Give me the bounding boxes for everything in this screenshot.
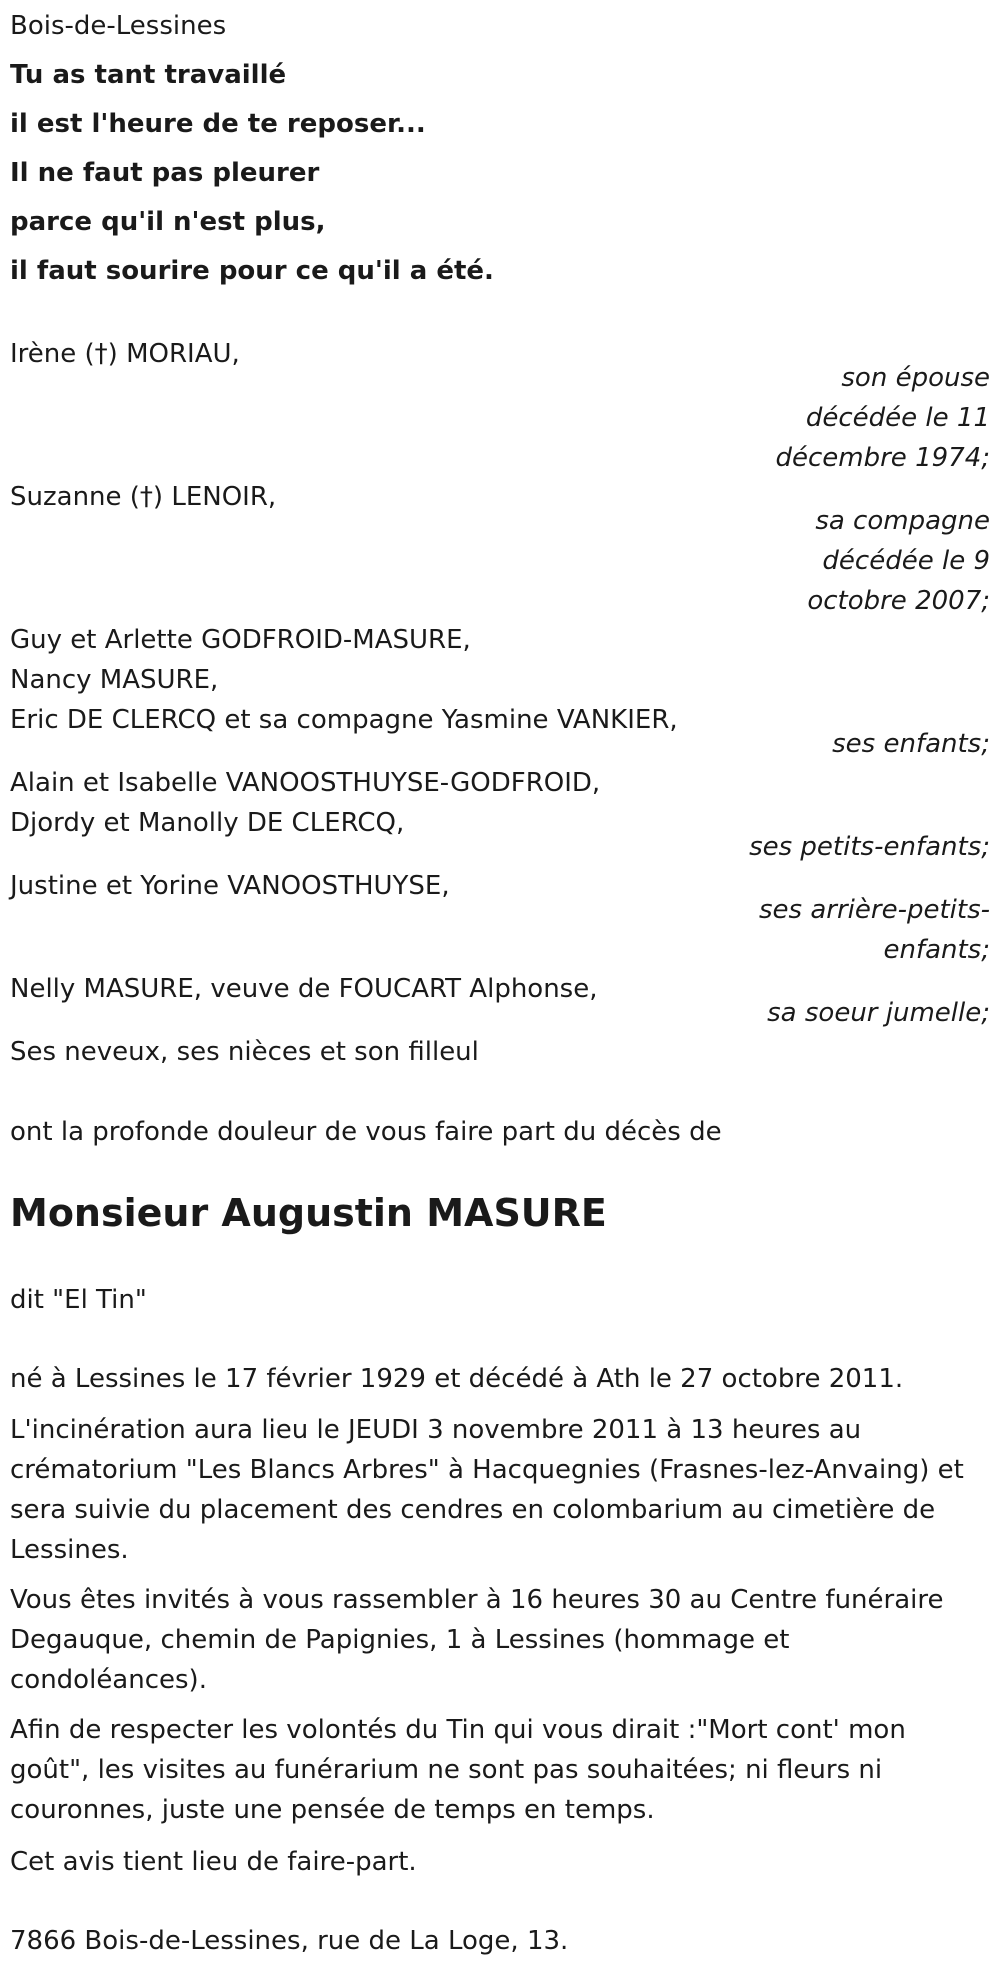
wife-role-2: décédée le 11	[805, 403, 990, 433]
notice: Cet avis tient lieu de faire-part.	[10, 1847, 417, 1877]
companion-name: Suzanne (†) LENOIR,	[10, 482, 277, 512]
great-grandchildren-role-1: ses arrière-petits-	[759, 895, 990, 925]
cremation-paragraph: L'incinération aura lieu le JEUDI 3 novembre 2011 à 13 heures au crématorium "Les Blancs Arbres" à Hacquegnies (Frasnes-lez-Anvaing) et sera suivie du placement des cendres en colombarium au cimetière de Lessines.	[10, 1415, 964, 1565]
sister: Nelly MASURE, veuve de FOUCART Alphonse,	[10, 974, 598, 1004]
nickname: dit "El Tin"	[10, 1285, 147, 1315]
other-relatives: Ses neveux, ses nièces et son filleul	[10, 1037, 479, 1067]
companion-role-3: octobre 2007;	[807, 586, 990, 616]
child-2: Nancy MASURE,	[10, 665, 219, 695]
great-grandchildren: Justine et Yorine VANOOSTHUYSE,	[10, 871, 450, 901]
birth-death: né à Lessines le 17 février 1929 et décédé à Ath le 27 octobre 2011.	[10, 1364, 904, 1394]
deceased-name: Monsieur Augustin MASURE	[10, 1191, 607, 1235]
children-role: ses enfants;	[832, 729, 990, 759]
address: 7866 Bois-de-Lessines, rue de La Loge, 13.	[10, 1926, 569, 1956]
companion-role-1: sa compagne	[815, 506, 990, 536]
child-3: Eric DE CLERCQ et sa compagne Yasmine VANKIER,	[10, 705, 678, 735]
announcement: ont la profonde douleur de vous faire part du décès de	[10, 1117, 722, 1147]
companion-role-2: décédée le 9	[822, 546, 990, 576]
gathering-paragraph: Vous êtes invités à vous rassembler à 16 heures 30 au Centre funéraire Degauque, chemin de Papignies, 1 à Lessines (hommage et condoléances).	[10, 1585, 944, 1695]
grandchild-2: Djordy et Manolly DE CLERCQ,	[10, 808, 405, 838]
poem-line-3: Il ne faut pas pleurer	[10, 158, 320, 188]
poem-line-1: Tu as tant travaillé	[10, 60, 287, 90]
wife-name: Irène (†) MORIAU,	[10, 339, 240, 369]
place-header: Bois-de-Lessines	[10, 11, 227, 41]
poem-line-2: il est l'heure de te reposer...	[10, 109, 426, 139]
grandchildren-role: ses petits-enfants;	[749, 832, 990, 862]
grandchild-1: Alain et Isabelle VANOOSTHUYSE-GODFROID,	[10, 768, 601, 798]
wife-role-3: décembre 1974;	[775, 443, 990, 473]
poem-line-4: parce qu'il n'est plus,	[10, 207, 326, 237]
child-1: Guy et Arlette GODFROID-MASURE,	[10, 625, 471, 655]
wife-role-1: son épouse	[841, 363, 990, 393]
sister-role: sa soeur jumelle;	[767, 998, 990, 1028]
great-grandchildren-role-2: enfants;	[883, 935, 990, 965]
poem-line-5: il faut sourire pour ce qu'il a été.	[10, 256, 494, 286]
wishes-paragraph: Afin de respecter les volontés du Tin qui vous dirait :"Mort cont' mon goût", les visites au funérarium ne sont pas souhaitées; ni fleurs ni couronnes, juste une pensée de temps en temps.	[10, 1715, 906, 1825]
